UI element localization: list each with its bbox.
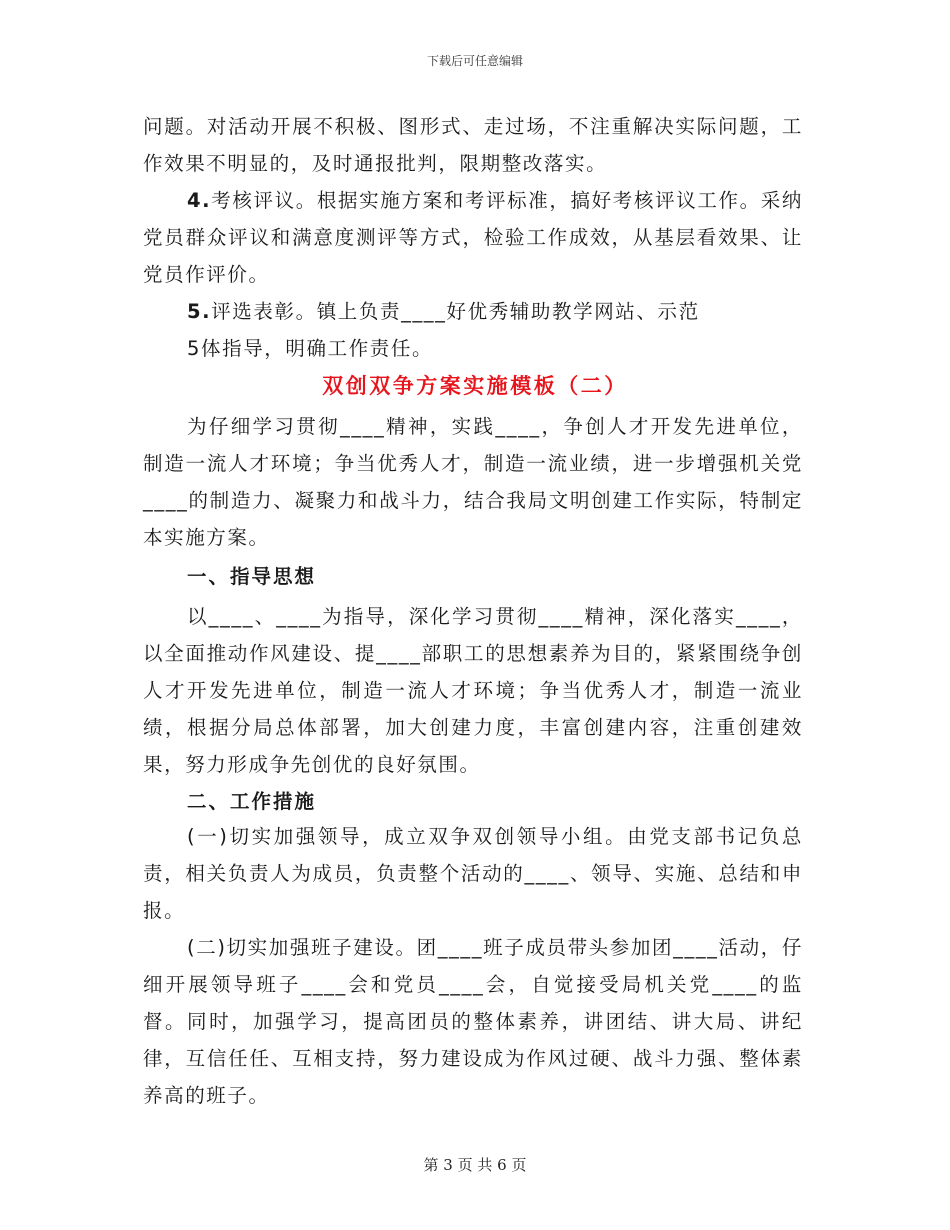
item-number: 5. xyxy=(187,300,212,323)
section-title: 双创双争方案实施模板（二） xyxy=(322,374,628,398)
paragraph-continuation: 问题。对活动开展不积极、图形式、走过场，不注重解决实际问题，工作效果不明显的，及时通报批判，限期整改落实。 xyxy=(143,115,803,175)
item-number: 4. xyxy=(187,189,212,212)
page-number: 第 3 页 共 6 页 xyxy=(423,1156,527,1174)
paragraph-measure-2: (二)切实加强班子建设。团____班子成员带头参加团____活动，仔细开展领导班子____会和党员____会，自觉接受局机关党____的监督。同时，加强学习，提高团员的整体素养，讲团结、讲大局、讲纪律，互信任任、互相支持，努力建设成为作风过硬、战斗力强、整体素养高的班子。 xyxy=(143,936,803,1107)
heading-guiding-thought: 一、指导思想 xyxy=(187,565,317,588)
header-note: 下载后可任意编辑 xyxy=(426,54,523,68)
paragraph-intro: 为仔细学习贯彻____精神，实践____，争创人才开发先进单位，制造一流人才环境；争当优秀人才，制造一流业绩，进一步增强机关党____的制造力、凝聚力和战斗力，结合我局文明创建工作实际，特制定本实施方案。 xyxy=(143,415,803,549)
item-text: 评选表彰。镇上负责____好优秀辅助教学网站、示范 xyxy=(211,300,700,323)
paragraph-item-5 xyxy=(143,293,803,330)
paragraph-item-4 xyxy=(143,182,803,293)
paragraph-fragment: 5体指导，明确工作责任。 xyxy=(187,337,434,360)
heading-work-measures: 二、工作措施 xyxy=(187,790,317,813)
item-text: 考核评议。根据实施方案和考评标准，搞好考核评议工作。采纳党员群众评议和满意度测评等方式，检验工作成效，从基层看效果、让党员作评价。 xyxy=(143,189,803,286)
paragraph-guiding-thought: 以____、____为指导，深化学习贯彻____精神，深化落实____，以全面推动作风建设、提____部职工的思想素养为目的，紧紧围绕争创人才开发先进单位，制造一流人才环境；争当优秀人才，制造一流业绩，根据分局总体部署，加大创建力度，丰富创建内容，注重创建效果，努力形成争先创优的良好氛围。 xyxy=(143,605,803,776)
paragraph-measure-1: (一)切实加强领导，成立双争双创领导小组。由党支部书记负总责，相关负责人为成员，负责整个活动的____、领导、实施、总结和申报。 xyxy=(143,825,803,922)
